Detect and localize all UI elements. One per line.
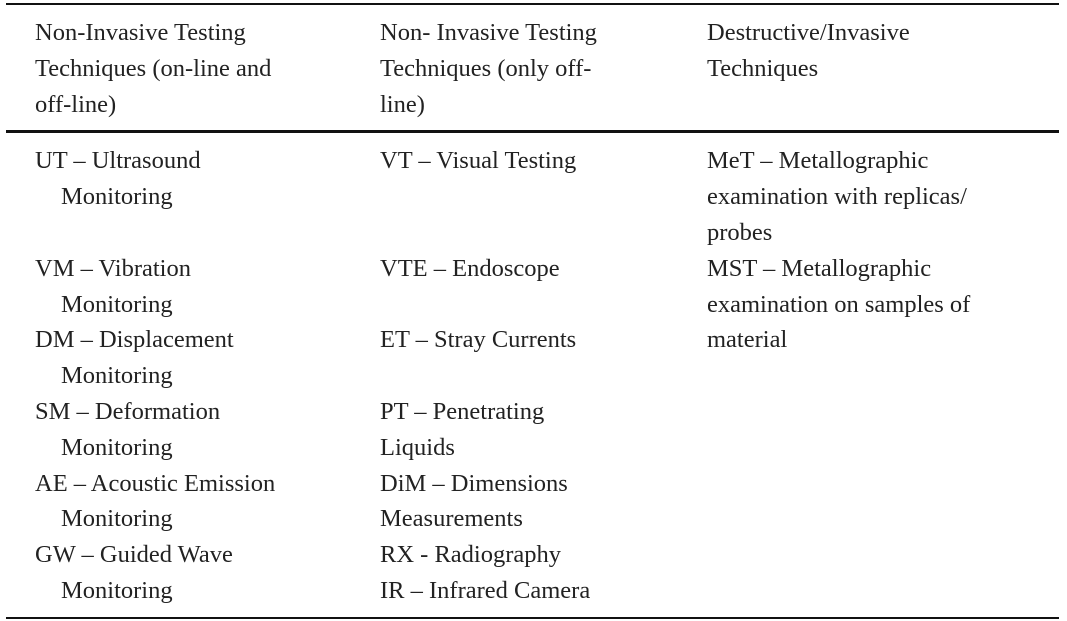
cell-destructive [707,251,1059,394]
cell-offline [380,132,707,251]
technique-item: ET – Stray Currents [380,326,577,354]
cell-destructive [707,537,1059,618]
technique-item: IR – Infrared Camera [380,576,591,604]
techniques-table [6,3,1059,619]
technique-item: VM – Vibration Monitoring [35,254,191,318]
technique-item: DiM – Dimensions Measurements [380,469,568,533]
technique-item: MST – Metallographic examination on samples of material [707,254,971,354]
table-row [6,132,1059,251]
technique-item: RX - Radiography [380,541,561,569]
cell-online-offline [6,537,380,618]
cell-destructive [707,132,1059,251]
table-row [6,537,1059,618]
table-row [6,251,1059,323]
table-row [6,394,1059,466]
header-destructive: Destructive/Invasive Techniques [707,19,910,82]
header-non-invasive-offline: Non- Invasive Testing Techniques (only off- line) [380,19,597,118]
technique-item: SM – Deformation Monitoring [35,397,221,461]
technique-item: AE – Acoustic Emission Monitoring [35,469,276,533]
technique-item: PT – Penetrating Liquids [380,397,545,461]
table-body [6,132,1059,618]
cell-destructive [707,394,1059,466]
header-row [6,4,1059,132]
technique-item: VTE – Endoscope [380,254,560,282]
cell-online-offline [6,394,380,466]
technique-item: GW – Guided Wave Monitoring [35,541,233,604]
cell-online-offline [6,251,380,323]
cell-online-offline [6,322,380,394]
table-header [6,4,1059,132]
technique-item: UT – Ultrasound Monitoring [35,147,201,211]
cell-offline [380,322,707,394]
cell-offline [380,251,707,323]
cell-offline [380,466,707,538]
header-non-invasive-online-offline: Non-Invasive Testing Techniques (on-line and off-line) [35,19,272,118]
cell-offline [380,537,707,618]
cell-offline [380,394,707,466]
table-row [6,466,1059,538]
cell-online-offline [6,466,380,538]
technique-item: DM – Displacement Monitoring [35,326,234,390]
technique-item: MeT – Metallographic examination with replicas/ probes [707,147,967,246]
cell-online-offline [6,132,380,251]
cell-destructive [707,466,1059,538]
technique-item: VT – Visual Testing [380,147,577,175]
